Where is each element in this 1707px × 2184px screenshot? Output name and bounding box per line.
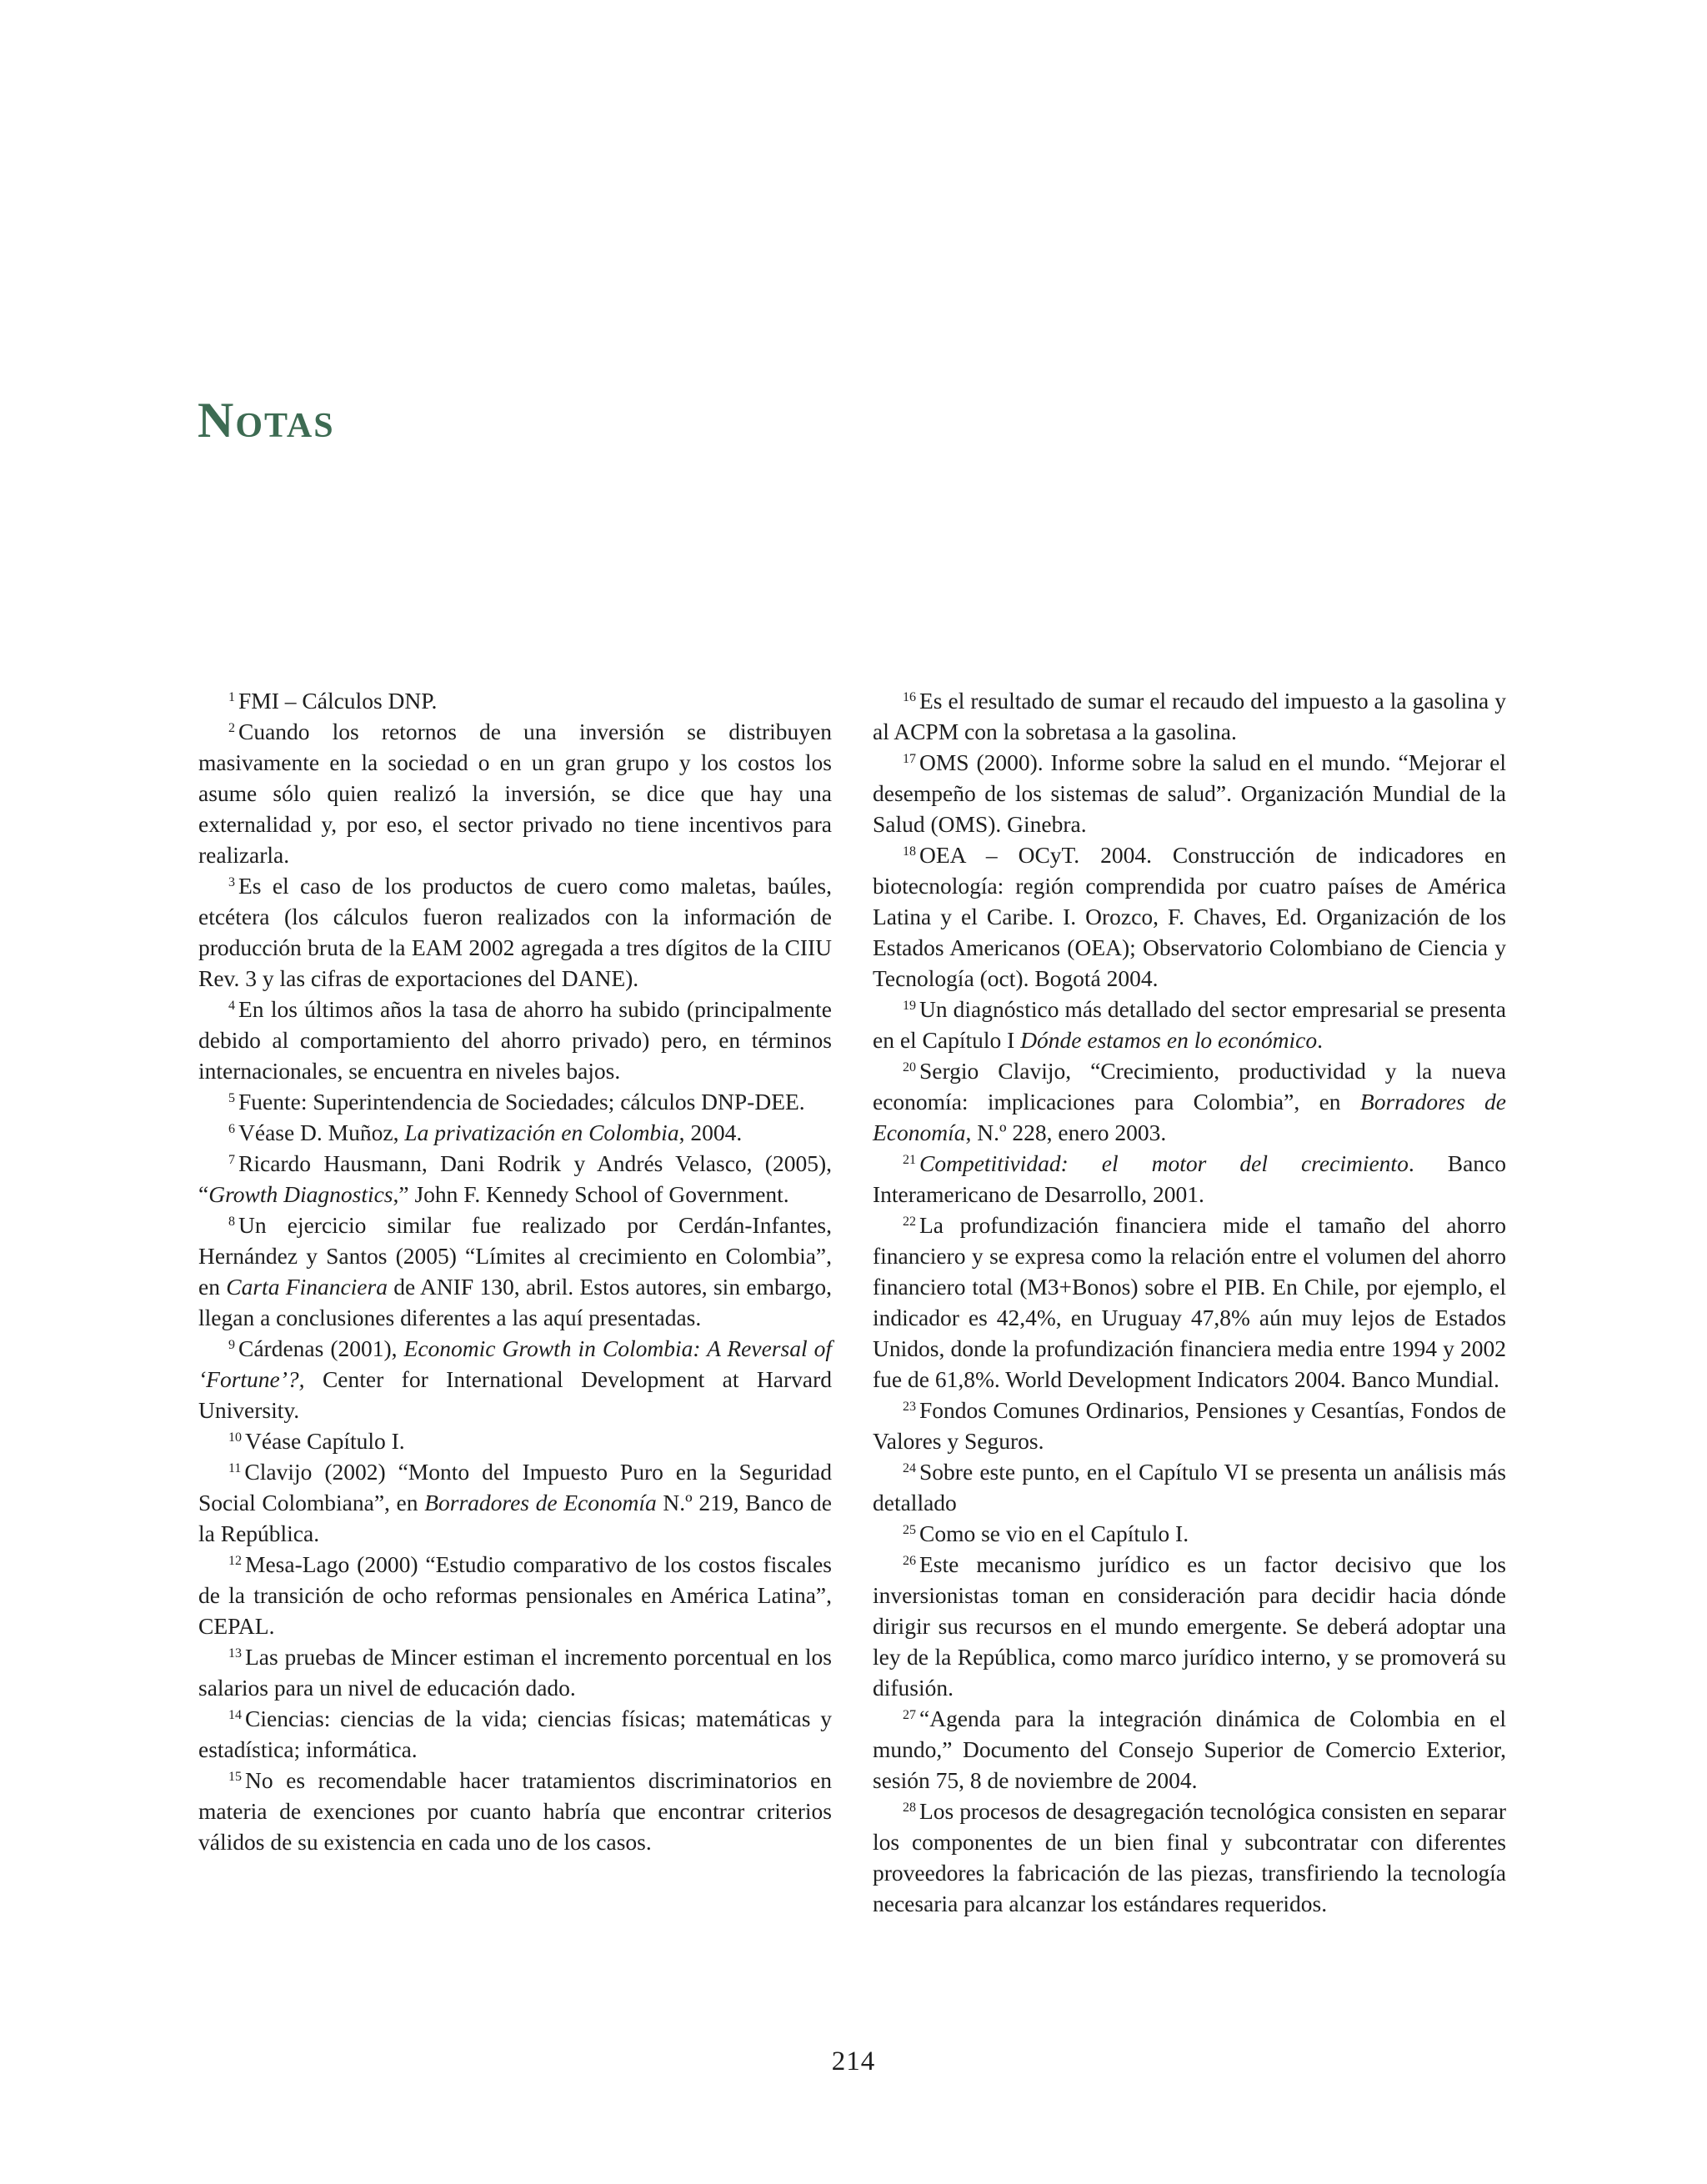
footnote-14	[198, 1703, 832, 1765]
footnote-20	[873, 1055, 1506, 1148]
footnote-number: 18	[903, 844, 916, 859]
footnote-text: Fuente: Superintendencia de Sociedades; cálculos DNP-DEE.	[238, 1089, 805, 1115]
footnote-number: 19	[903, 999, 916, 1013]
footnote-9	[198, 1333, 832, 1425]
footnote-text: , N.º 228, enero 2003.	[965, 1120, 1167, 1145]
footnote-text: Fondos Comunes Ordinarios, Pensiones y Cesantías, Fondos de Valores y Seguros.	[873, 1397, 1506, 1454]
footnote-11	[198, 1456, 832, 1549]
footnote-text: . Banco Interamericano de Desarrollo, 2001.	[873, 1150, 1506, 1207]
footnote-italic-text: Borradores de Economía	[873, 1089, 1506, 1145]
footnote-text: Sergio Clavijo, “Crecimiento, productividad y la nueva economía: implicaciones para Colombia”, en	[873, 1058, 1506, 1115]
footnote-27	[873, 1703, 1506, 1796]
footnote-text: .	[1317, 1027, 1323, 1053]
footnote-text: ,” John F. Kennedy School of Government.	[393, 1181, 789, 1207]
footnote-text: La profundización financiera mide el tamaño del ahorro financiero y se expresa como la relación entre el volumen del ahorro financiero total (M3+Bonos) sobre el PIB. En Chile, por ejemplo, el indicador es 42,4%, en Uruguay 47,8% aún muy lejos de Estados Unidos, donde la profundización financiera media entre 1994 y 2002 fue de 61,8%. World Development Indicators 2004. Banco Mundial.	[873, 1212, 1506, 1392]
footnote-text: OMS (2000). Informe sobre la salud en el mundo. “Mejorar el desempeño de los sistemas de salud”. Organización Mundial de la Salud (OMS). Ginebra.	[873, 749, 1506, 837]
footnote-number: 22	[903, 1215, 916, 1229]
footnote-text: Es el resultado de sumar el recaudo del impuesto a la gasolina y al ACPM con la sobretasa a la gasolina.	[873, 688, 1506, 744]
footnote-1	[198, 685, 832, 716]
footnote-text: Los procesos de desagregación tecnológica consisten en separar los componentes de un bien final y subcontratar con diferentes proveedores la fabricación de las piezas, transfiriendo la tecnología necesaria para alcanzar los estándares requeridos.	[873, 1798, 1506, 1916]
footnote-italic-text: Growth Diagnostics	[208, 1181, 393, 1207]
footnote-italic-text: Borradores de Economía	[424, 1490, 657, 1515]
footnote-number: 7	[228, 1153, 235, 1167]
footnote-text: , 2004.	[678, 1120, 743, 1145]
footnote-number: 9	[228, 1338, 235, 1352]
notes-column-right	[873, 685, 1506, 1919]
footnote-text: Véase D. Muñoz,	[238, 1120, 405, 1145]
footnote-text: Center for International Development at Harvard University.	[198, 1366, 832, 1423]
footnote-number: 8	[228, 1215, 235, 1229]
footnote-text: Mesa-Lago (2000) “Estudio comparativo de los costos fiscales de la transición de ocho reformas pensionales en América Latina”, CEPAL.	[198, 1551, 832, 1639]
footnote-text: Sobre este punto, en el Capítulo VI se presenta un análisis más detallado	[873, 1459, 1506, 1515]
footnote-italic-text: Economic Growth in Colombia: A Reversal of ‘Fortune’?,	[198, 1335, 832, 1392]
footnote-19	[873, 994, 1506, 1055]
footnote-italic-text: Competitividad: el motor del crecimiento	[919, 1150, 1409, 1176]
footnote-25	[873, 1518, 1506, 1549]
footnote-number: 14	[228, 1708, 242, 1722]
footnote-text: OEA – OCyT. 2004. Construcción de indicadores en biotecnología: región comprendida por cuatro países de América Latina y el Caribe. I. Orozco, F. Chaves, Ed. Organización de los Estados Americanos (OEA); Observatorio Colombiano de Ciencia y Tecnología (oct). Bogotá 2004.	[873, 842, 1506, 991]
footnote-number: 4	[228, 999, 235, 1013]
footnote-text: Ricardo Hausmann, Dani Rodrik y Andrés Velasco, (2005), “	[198, 1150, 832, 1207]
footnote-number: 1	[228, 690, 235, 704]
footnote-italic-text: Dónde estamos en lo económico	[1020, 1027, 1318, 1053]
footnote-text: N.º 219, Banco de la República.	[198, 1490, 832, 1546]
footnote-number: 25	[903, 1523, 916, 1537]
footnote-text: Cuando los retornos de una inversión se distribuyen masivamente en la sociedad o en un gran grupo y los costos los asume sólo quien realizó la inversión, se dice que hay una externalidad y, por eso, el sector privado no tiene incentivos para realizarla.	[198, 719, 832, 868]
footnote-number: 15	[228, 1770, 242, 1784]
footnote-5	[198, 1086, 832, 1117]
footnote-italic-text: La privatización en Colombia	[404, 1120, 679, 1145]
footnote-10	[198, 1425, 832, 1456]
footnote-18	[873, 839, 1506, 994]
footnote-text: Un diagnóstico más detallado del sector empresarial se presenta en el Capítulo I	[873, 996, 1506, 1053]
footnote-number: 3	[228, 875, 235, 889]
footnote-number: 24	[903, 1461, 916, 1475]
footnote-number: 11	[228, 1461, 242, 1475]
footnote-26	[873, 1549, 1506, 1703]
footnote-number: 10	[228, 1430, 242, 1445]
notes-column-left	[198, 685, 832, 1857]
footnote-text: Es el caso de los productos de cuero como maletas, baúles, etcétera (los cálculos fueron realizados con la información de producción bruta de la EAM 2002 agregada a tres dígitos de la CIIU Rev. 3 y las cifras de exportaciones del DANE).	[198, 873, 832, 991]
footnote-text: Clavijo (2002) “Monto del Impuesto Puro en la Seguridad Social Colombiana”, en	[198, 1459, 832, 1515]
footnote-number: 21	[903, 1153, 916, 1167]
footnote-number: 6	[228, 1122, 235, 1136]
footnote-6	[198, 1117, 832, 1148]
footnote-number: 26	[903, 1554, 916, 1568]
footnote-21	[873, 1148, 1506, 1210]
footnote-text: Cárdenas (2001),	[238, 1335, 404, 1361]
footnote-13	[198, 1641, 832, 1703]
footnote-8	[198, 1210, 832, 1333]
footnote-text: de ANIF 130, abril. Estos autores, sin embargo, llegan a conclusiones diferentes a las aquí presentadas.	[198, 1274, 832, 1330]
footnote-23	[873, 1395, 1506, 1456]
footnote-number: 27	[903, 1708, 916, 1722]
footnote-15	[198, 1765, 832, 1857]
footnote-number: 13	[228, 1646, 242, 1661]
footnote-text: Las pruebas de Mincer estiman el incremento porcentual en los salarios para un nivel de educación dado.	[198, 1644, 832, 1701]
footnote-text: FMI – Cálculos DNP.	[238, 688, 438, 714]
footnote-number: 23	[903, 1400, 916, 1414]
footnote-2	[198, 716, 832, 870]
footnote-text: “Agenda para la integración dinámica de Colombia en el mundo,” Documento del Consejo Superior de Comercio Exterior, sesión 75, 8 de noviembre de 2004.	[873, 1706, 1506, 1793]
footnote-3	[198, 870, 832, 994]
footnote-text: Un ejercicio similar fue realizado por Cerdán-Infantes, Hernández y Santos (2005) “Límites al crecimiento en Colombia”, en	[198, 1212, 832, 1300]
footnote-16	[873, 685, 1506, 747]
footnote-number: 12	[228, 1554, 242, 1568]
footnote-text: Véase Capítulo I.	[245, 1428, 405, 1454]
footnote-text: No es recomendable hacer tratamientos discriminatorios en materia de exenciones por cuanto habría que encontrar criterios válidos de su existencia en cada uno de los casos.	[198, 1767, 832, 1855]
footnote-text: Este mecanismo jurídico es un factor decisivo que los inversionistas toman en consideración para decidir hacia dónde dirigir sus recursos en el mundo emergente. Se deberá adoptar una ley de la República, como marco jurídico interno, y se promoverá su difusión.	[873, 1551, 1506, 1701]
footnote-12	[198, 1549, 832, 1641]
footnote-4	[198, 994, 832, 1086]
footnote-number: 5	[228, 1091, 235, 1105]
footnote-text: En los últimos años la tasa de ahorro ha subido (principalmente debido al comportamiento del ahorro privado) pero, en términos internacionales, se encuentra en niveles bajos.	[198, 996, 832, 1084]
footnote-number: 28	[903, 1801, 916, 1815]
footnote-number: 20	[903, 1060, 916, 1074]
footnote-number: 16	[903, 690, 916, 704]
footnote-text: Como se vio en el Capítulo I.	[919, 1520, 1189, 1546]
footnote-28	[873, 1796, 1506, 1919]
footnote-number: 2	[228, 721, 235, 735]
footnote-number: 17	[903, 752, 916, 766]
footnote-text: Ciencias: ciencias de la vida; ciencias físicas; matemáticas y estadística; informática.	[198, 1706, 832, 1762]
footnote-7	[198, 1148, 832, 1210]
footnote-17	[873, 747, 1506, 839]
page-title: Notas	[198, 393, 335, 448]
footnote-24	[873, 1456, 1506, 1518]
page-number: 214	[831, 2046, 876, 2076]
footnote-22	[873, 1210, 1506, 1395]
footnote-italic-text: Carta Financiera	[226, 1274, 388, 1300]
